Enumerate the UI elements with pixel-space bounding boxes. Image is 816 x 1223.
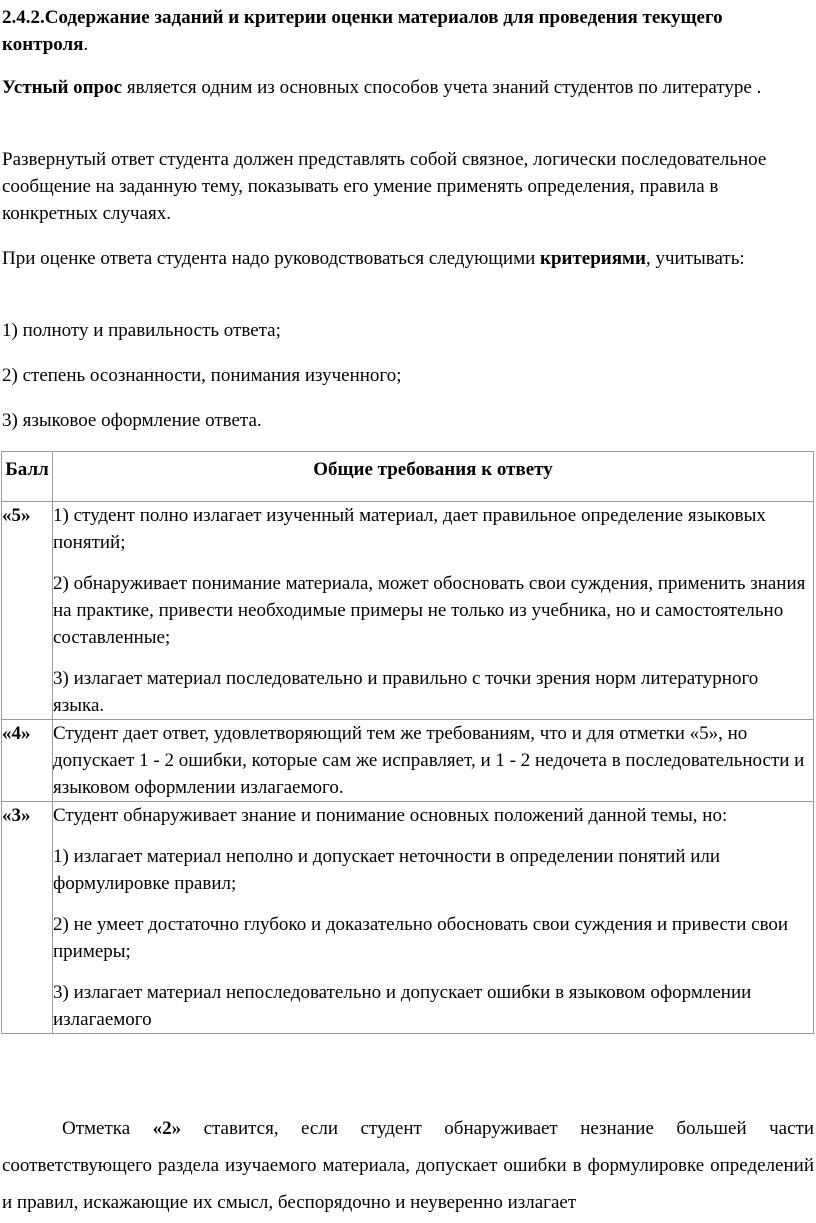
grade-5-item-2: 2) обнаруживает понимание материала, может обосновать свои суждения, применить знания на практике, привести необходимые примеры не только из учебника, но и самостоятельно составленные; [53, 573, 806, 648]
criteria-item-2: 2) степень осознанности, понимания изученного; [2, 365, 402, 386]
grade-2-bold: «2» [152, 1118, 182, 1139]
intro-rest: является одним из основных способов учета знаний студентов по литературе . [122, 77, 762, 98]
grade-5-score: «5» [2, 502, 53, 720]
grade-4-score: «4» [2, 720, 53, 802]
table-header-row [2, 452, 814, 502]
table-row-grade-3 [2, 802, 814, 1034]
criteria-intro-after: , учитывать: [645, 248, 745, 269]
section-heading-text: 2.4.2.Содержание заданий и критерии оценки материалов для проведения текущего контроля [2, 7, 723, 55]
table-row-grade-5 [2, 502, 814, 720]
answer-description-paragraph: Развернутый ответ студента должен представлять собой связное, логически последовательное сообщение на заданную тему, показывать его умение применять определения, правила в конкретных случаях. [2, 149, 767, 224]
grade-3-requirements [53, 802, 814, 1034]
grade-3-item-4: 3) излагает материал непоследовательно и допускает ошибки в языковом оформлении излагаемого [53, 982, 752, 1030]
criteria-intro-before: При оценке ответа студента надо руководствоваться следующими [2, 248, 541, 269]
grade-5-item-3: 3) излагает материал последовательно и правильно с точки зрения норм литературного языка. [53, 668, 759, 716]
intro-bold-term: Устный опрос [2, 77, 123, 98]
header-score: Балл [2, 452, 53, 502]
criteria-intro-paragraph [2, 245, 802, 272]
grade-4-requirements [53, 720, 814, 802]
criteria-item-1: 1) полноту и правильность ответа; [2, 320, 281, 341]
criteria-intro-bold: критериями [540, 248, 646, 269]
grade-3-item-2: 1) излагает материал неполно и допускает неточности в определении понятий или формулировке правил; [53, 846, 721, 894]
table-row-grade-4 [2, 720, 814, 802]
intro-paragraph [2, 74, 802, 101]
grading-criteria-table [1, 451, 814, 1034]
header-requirements: Общие требования к ответу [53, 452, 814, 502]
grade-3-item-3: 2) не умеет достаточно глубоко и доказательно обосновать свои суждения и привести свои примеры; [53, 914, 789, 962]
grade-2-before: Отметка [62, 1118, 153, 1139]
grade-3-item-1: Студент обнаруживает знание и понимание основных положений данной темы, но: [53, 805, 728, 826]
grade-2-after: ставится, если студент обнаруживает незнание большей части соответствующего раздела изучаемого материала, допускает ошибки в формулировке определений и правил, искажающие их смысл, беспорядочно и неуверенно излагает [2, 1118, 814, 1213]
grade-2-paragraph [2, 1110, 814, 1221]
criteria-item-3: 3) языковое оформление ответа. [2, 410, 262, 431]
grade-5-item-1: 1) студент полно излагает изученный материал, дает правильное определение языковых понятий; [53, 505, 766, 553]
grade-3-score: «3» [2, 802, 53, 1034]
section-heading-period: . [83, 34, 89, 55]
grade-5-requirements [53, 502, 814, 720]
section-heading [2, 4, 808, 58]
grade-4-item-1: Студент дает ответ, удовлетворяющий тем же требованиям, что и для отметки «5», но допускает 1 - 2 ошибки, которые сам же исправляет, и 1 - 2 недочета в последовательности и языковом оформлении излагаемого. [53, 723, 805, 798]
